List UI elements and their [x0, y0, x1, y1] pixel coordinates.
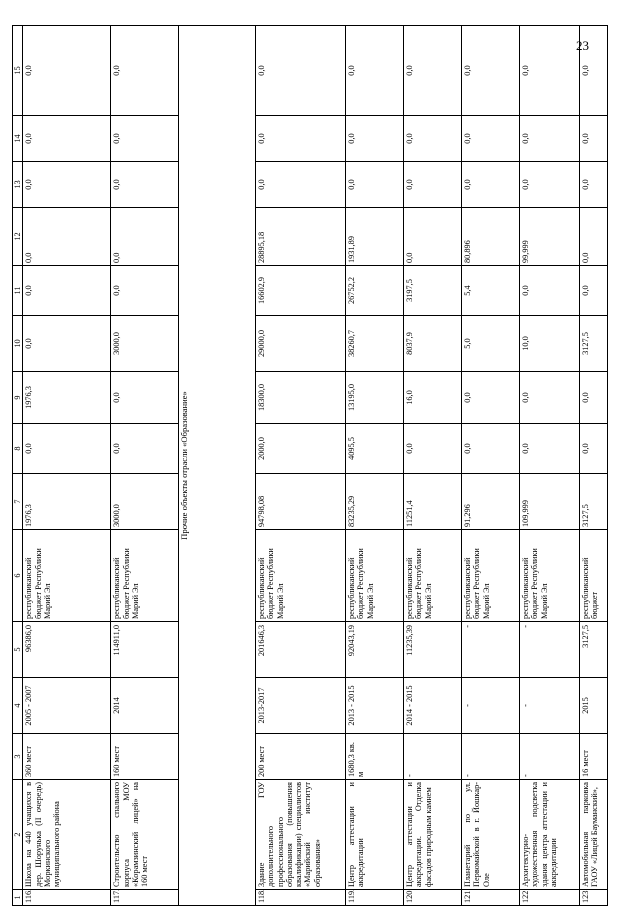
table-row [111, 26, 179, 906]
cell-c8: 0,0 [520, 424, 580, 474]
cell-cost: 11235,39 [404, 622, 462, 678]
cell-c8: 0,0 [404, 424, 462, 474]
cell-period: 2015 [580, 678, 608, 734]
cell-period: - [462, 678, 520, 734]
investment-table-rotated [12, 26, 608, 906]
cell-c7: 3127,5 [580, 474, 608, 530]
cell-c7: 94798,08 [256, 474, 346, 530]
cell-c12: 99,999 [520, 208, 580, 266]
cell-cap: 16 мест [580, 734, 608, 780]
cell-c14: 0,0 [580, 116, 608, 162]
table-row [256, 26, 346, 906]
cell-no: 119. [346, 890, 404, 906]
cell-cost: 201646,3 [256, 622, 346, 678]
cell-c13: 0,0 [462, 162, 520, 208]
cell-c13: 0,0 [111, 162, 179, 208]
column-number-row [13, 26, 23, 906]
cell-c11: 0,0 [520, 266, 580, 316]
cell-c10: 3000,0 [111, 316, 179, 372]
table-row [462, 26, 520, 906]
cell-c15: 0,0 [346, 26, 404, 116]
cell-c10: 5,0 [462, 316, 520, 372]
column-number-8: 8 [13, 424, 23, 474]
cell-c9: 0,0 [111, 372, 179, 424]
cell-c14: 0,0 [23, 116, 111, 162]
cell-name: Строительство спального корпуса МОУ «Корамзинский лицей» на 160 мест [111, 780, 179, 890]
cell-name: Центр аттестации и аккредитации. Отделка фасадов природным камнем [404, 780, 462, 890]
column-number-6: 6 [13, 530, 23, 622]
cell-c10: 38260,7 [346, 316, 404, 372]
cell-c9: 0,0 [580, 372, 608, 424]
cell-c12: 1931,89 [346, 208, 404, 266]
cell-c15: 0,0 [23, 26, 111, 116]
cell-cap: 360 мест [23, 734, 111, 780]
cell-name: Центр аттестации и аккредитации [346, 780, 404, 890]
cell-no: 116. [23, 890, 111, 906]
cell-source: республиканский бюджет Республики Марий Эл [520, 530, 580, 622]
cell-c13: 0,0 [23, 162, 111, 208]
cell-source: республиканский бюджет Республики Марий Эл [256, 530, 346, 622]
cell-c12: 0,0 [580, 208, 608, 266]
cell-c7: 3000,0 [111, 474, 179, 530]
column-number-10: 10 [13, 316, 23, 372]
cell-cost: - [520, 622, 580, 678]
cell-source: республиканский бюджет Республики Марий Эл [23, 530, 111, 622]
cell-c13: 0,0 [580, 162, 608, 208]
cell-c7: 91,296 [462, 474, 520, 530]
cell-c14: 0,0 [462, 116, 520, 162]
cell-c15: 0,0 [256, 26, 346, 116]
cell-c9: 0,0 [462, 372, 520, 424]
cell-c11: 0,0 [580, 266, 608, 316]
cell-c15: 0,0 [520, 26, 580, 116]
column-number-13: 13 [13, 162, 23, 208]
cell-cost: - [462, 622, 520, 678]
cell-source: республиканский бюджет Республики Марий Эл [404, 530, 462, 622]
cell-c12: 0,0 [23, 208, 111, 266]
cell-cost: 96386,0 [23, 622, 111, 678]
cell-period: 2005 - 2007 [23, 678, 111, 734]
cell-c15: 0,0 [404, 26, 462, 116]
cell-period: 2014 [111, 678, 179, 734]
cell-c13: 0,0 [346, 162, 404, 208]
cell-c10: 10,0 [520, 316, 580, 372]
cell-c14: 0,0 [256, 116, 346, 162]
cell-no: 123 [580, 890, 608, 906]
cell-c13: 0,0 [256, 162, 346, 208]
table-row [580, 26, 608, 906]
cell-c15: 0,0 [462, 26, 520, 116]
cell-c11: 5,4 [462, 266, 520, 316]
cell-c13: 0,0 [404, 162, 462, 208]
cell-cap: 200 мест [256, 734, 346, 780]
table-row [346, 26, 404, 906]
cell-c9: 16,0 [404, 372, 462, 424]
cell-c10: 3127,5 [580, 316, 608, 372]
cell-c15: 0,0 [580, 26, 608, 116]
cell-c11: 0,0 [23, 266, 111, 316]
cell-cap: 160 мест [111, 734, 179, 780]
cell-c12: 28895,18 [256, 208, 346, 266]
column-number-9: 9 [13, 372, 23, 424]
cell-cost: 92043,19 [346, 622, 404, 678]
cell-c10: 0,0 [23, 316, 111, 372]
cell-no: 121. [462, 890, 520, 906]
cell-c9: 18300,0 [256, 372, 346, 424]
cell-c11: 0,0 [111, 266, 179, 316]
cell-name: Архитектурно-художественная подсветка здания центра аттестации и аккредитации [520, 780, 580, 890]
cell-c15: 0,0 [111, 26, 179, 116]
cell-c10: 29000,0 [256, 316, 346, 372]
cell-c7: 1976,3 [23, 474, 111, 530]
cell-no: 120. [404, 890, 462, 906]
cell-c11: 26752,2 [346, 266, 404, 316]
cell-c7: 11251,4 [404, 474, 462, 530]
table-row [23, 26, 111, 906]
cell-name: Здание ГОУ дополнительного профессионального образования (повышения квалификации) специалистов «Марийский институт образования» [256, 780, 346, 890]
cell-c14: 0,0 [404, 116, 462, 162]
cell-cap: - [462, 734, 520, 780]
investment-table [12, 25, 608, 906]
cell-cost: 3127,5 [580, 622, 608, 678]
cell-cap: - [404, 734, 462, 780]
column-number-15: 15 [13, 26, 23, 116]
section-row [179, 26, 256, 906]
cell-period: 2014 - 2015 [404, 678, 462, 734]
cell-c7: 83235,29 [346, 474, 404, 530]
cell-c8: 0,0 [462, 424, 520, 474]
cell-c12: 80,896 [462, 208, 520, 266]
page-number: 23 [576, 38, 589, 53]
cell-cap: 1680,3 кв. м [346, 734, 404, 780]
cell-name: Школа на 440 учащихся в дер. Шорунька (II очередь) Моркинского муниципального района [23, 780, 111, 890]
cell-c11: 3197,5 [404, 266, 462, 316]
column-number-4: 4 [13, 678, 23, 734]
section-title: Прочие объекты отрасли «Образование» [179, 26, 256, 906]
cell-period: - [520, 678, 580, 734]
cell-c9: 1976,3 [23, 372, 111, 424]
cell-c9: 0,0 [520, 372, 580, 424]
cell-c8: 0,0 [111, 424, 179, 474]
cell-c13: 0,0 [520, 162, 580, 208]
column-number-14: 14 [13, 116, 23, 162]
cell-c9: 13195,0 [346, 372, 404, 424]
cell-c14: 0,0 [346, 116, 404, 162]
cell-source: республиканский бюджет Республики Марий Эл [462, 530, 520, 622]
cell-c11: 16602,9 [256, 266, 346, 316]
cell-source: республиканский бюджет Республики Марий Эл [111, 530, 179, 622]
column-number-11: 11 [13, 266, 23, 316]
cell-c10: 8037,9 [404, 316, 462, 372]
cell-c14: 0,0 [111, 116, 179, 162]
cell-c12: 0,0 [404, 208, 462, 266]
cell-c14: 0,0 [520, 116, 580, 162]
cell-no: 118. [256, 890, 346, 906]
cell-cap: - [520, 734, 580, 780]
cell-cost: 114911,0 [111, 622, 179, 678]
cell-source: республиканский бюджет Республики Марий Эл [346, 530, 404, 622]
column-number-3: 3 [13, 734, 23, 780]
cell-c8: 0,0 [23, 424, 111, 474]
table-row [404, 26, 462, 906]
cell-c8: 4095,5 [346, 424, 404, 474]
cell-no: 122. [520, 890, 580, 906]
cell-no: 117. [111, 890, 179, 906]
cell-period: 2013-2017 [256, 678, 346, 734]
cell-name: Автомобильная парковка ГАОУ «Лицей Бауманский», [580, 780, 608, 890]
cell-c7: 109,999 [520, 474, 580, 530]
cell-c12: 0,0 [111, 208, 179, 266]
column-number-12: 12 [13, 208, 23, 266]
cell-period: 2013 - 2015 [346, 678, 404, 734]
cell-name: Планетарий по ул. Первомайской в г. Йошкар-Оле [462, 780, 520, 890]
cell-source: республиканский бюджет [580, 530, 608, 622]
column-number-7: 7 [13, 474, 23, 530]
column-number-1: 1 [13, 890, 23, 906]
table-row [520, 26, 580, 906]
cell-c8: 0,0 [580, 424, 608, 474]
column-number-2: 2 [13, 780, 23, 890]
column-number-5: 5 [13, 622, 23, 678]
cell-c8: 2000,0 [256, 424, 346, 474]
